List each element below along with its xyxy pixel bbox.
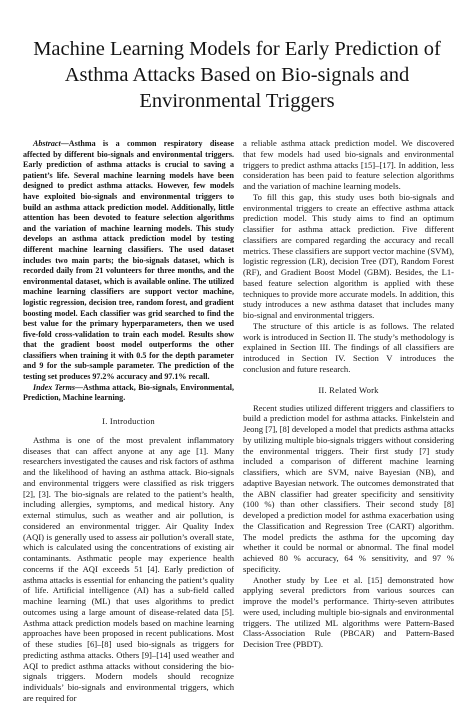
abstract (23, 139, 234, 383)
related-work-paragraph-1: Recent studies utilized different triggers and classifiers to build a prediction model for asthma attacks. Finkelstein and Jeong [7], [8] developed a model that predicts asthma attacks by utilizing multiple bio-signals triggers without considering the environmental triggers. Their first study [7] study included a comparison of different machine learning classifiers, which are SVM, naive Bayesian (NB), and adaptive Bayesian network. The outcomes demonstrated that the ABN classifier had greater specificity and sensitivity (100 %) than other classifiers. Their second study [8] developed a prediction model for asthma exacerbation using the Classification and Regression Tree (CART) algorithm. The model predicts the asthma for the upcoming day whether it could be normal or abnormal. The final model achieved 80 % accuracy, 64 % sensitivity, and 97 % specificity. (243, 402, 454, 574)
index-terms-lead: Index Terms (33, 382, 75, 392)
body-paragraph-1: a reliable asthma attack prediction model. We discovered that few models had used bio-signals and environmental triggers to predict asthma attacks [15]–[17]. In addition, less consideration has been paid to feature selection algorithms and the variation of machine learning models. (243, 138, 454, 191)
title-line-1: Machine Learning Models for Early Prediction of (33, 38, 441, 60)
paper-title (20, 36, 454, 114)
section-heading-related-work: II. Related Work (318, 384, 379, 395)
section-heading-introduction: I. Introduction (102, 415, 155, 426)
right-column (243, 138, 454, 650)
body-paragraph-2: To fill this gap, this study uses both bio-signals and environmental triggers to create an effective asthma attack prediction model. This study aims to find an optimum classifier for asthma attack prediction. Five different classifiers are compared regarding the accuracy and recall metrics. These classifiers are support vector machine (SVM), logistic regression (LR), decision Tree (DT), Random Forest (RF), and Gradient Boost Model (GBM). Besides, the L1-based feature selection algorithm is applied with these techniques to provide more accurate models. In addition, this study introduces a new asthma dataset that includes many bio-signal and environmental triggers. (243, 191, 454, 320)
index-terms (23, 383, 234, 404)
related-work-paragraph-2: Another study by Lee et al. [15] demonstrated how applying several predictors from various sources can improve the model’s performance. Thirty-seven attributes were used, including multiple bio-signals and environmental triggers. The utilized ML algorithms were Pattern-Based Class-Association Rule (PBCAR) and Pattern-Based Decision Tree (PBDT). (243, 574, 454, 649)
abstract-body: —Asthma is a common respiratory disease affected by different bio-signals and environmental triggers. Early prediction of asthma attacks is crucial to saving a patient’s life. Several machine learning models have been designed to predict asthma attacks. However, few models have exploited bio-signals and environmental triggers to build an asthma attack prediction model. Additionally, little attention has been devoted to feature selection algorithms and the variation of machine learning models. This study develops an asthma attack prediction model by testing different machine learning classifiers. The used dataset includes two main parts; the bio-signals dataset, which is recorded daily from 21 volunteers for three months, and the environmental dataset, which is available online. The utilized machine learning classifiers are support vector machine, logistic regression, decision tree, random forest, and gradient boosting model. Each classifier was grid searched to find the best value for the primary hyperparameters, then we used five-fold cross-validation to train each model. Results show that the gradient boost model outperforms the other classifiers when training it with 0.5 for the depth parameter and 9 for the sub-sample parameter. The prediction of the testing set produces 97.2% accuracy and 97.1% recall. (23, 139, 234, 382)
introduction-paragraph: Asthma is one of the most prevalent inflammatory diseases that can affect anyone at any age [1]. Many researchers investigated the causes and risk factors of asthma and the likelihood of having an asthma attack. Bio-signals and environmental triggers were classified as risk triggers [2], [3]. The bio-signals are related to the patient’s health, including allergies, symptoms, and medical history. Any external stimulus, such as weather and air pollution, is considered an environmental trigger. Air Quality Index (AQI) is generally used to assess air pollution’s overall state, which is calculated using the concentrations of existing air contaminants. Asthmatic people may experience health concerns if the AQI exceeds 51 [4]. Early prediction of asthma attacks is essential for enhancing the patient’s quality of life. Artificial intelligence (AI) has a sub-field called machine learning (ML) that uses algorithms to predict outcomes using a large amount of disease-related data [5]. Asthma attack prediction models based on machine learning approaches have been proposed in recent publications. Most of these studies [6]–[8] used bio-signals as triggers for predicting asthma attacks. Others [9]–[14] used weather and AQI to predict asthma attacks without considering the bio-signals triggers. Modern models should recognize individuals’ bio-signals and environmental triggers, which are required for (23, 434, 234, 703)
left-column (23, 139, 234, 704)
abstract-lead: Abstract (33, 139, 61, 148)
index-terms-body: —Asthma attack, Bio-signals, Environmental, Prediction, Machine learning. (23, 382, 234, 403)
title-line-3: Environmental Triggers (139, 90, 335, 112)
title-line-2: Asthma Attacks Based on Bio-signals and (64, 64, 410, 86)
body-paragraph-3: The structure of this article is as follows. The related work is introduced in Section II. The study’s methodology is explained in Section III. The findings of all classifiers are introduced in Section IV. Section V introduces the conclusion and future research. (243, 320, 454, 374)
